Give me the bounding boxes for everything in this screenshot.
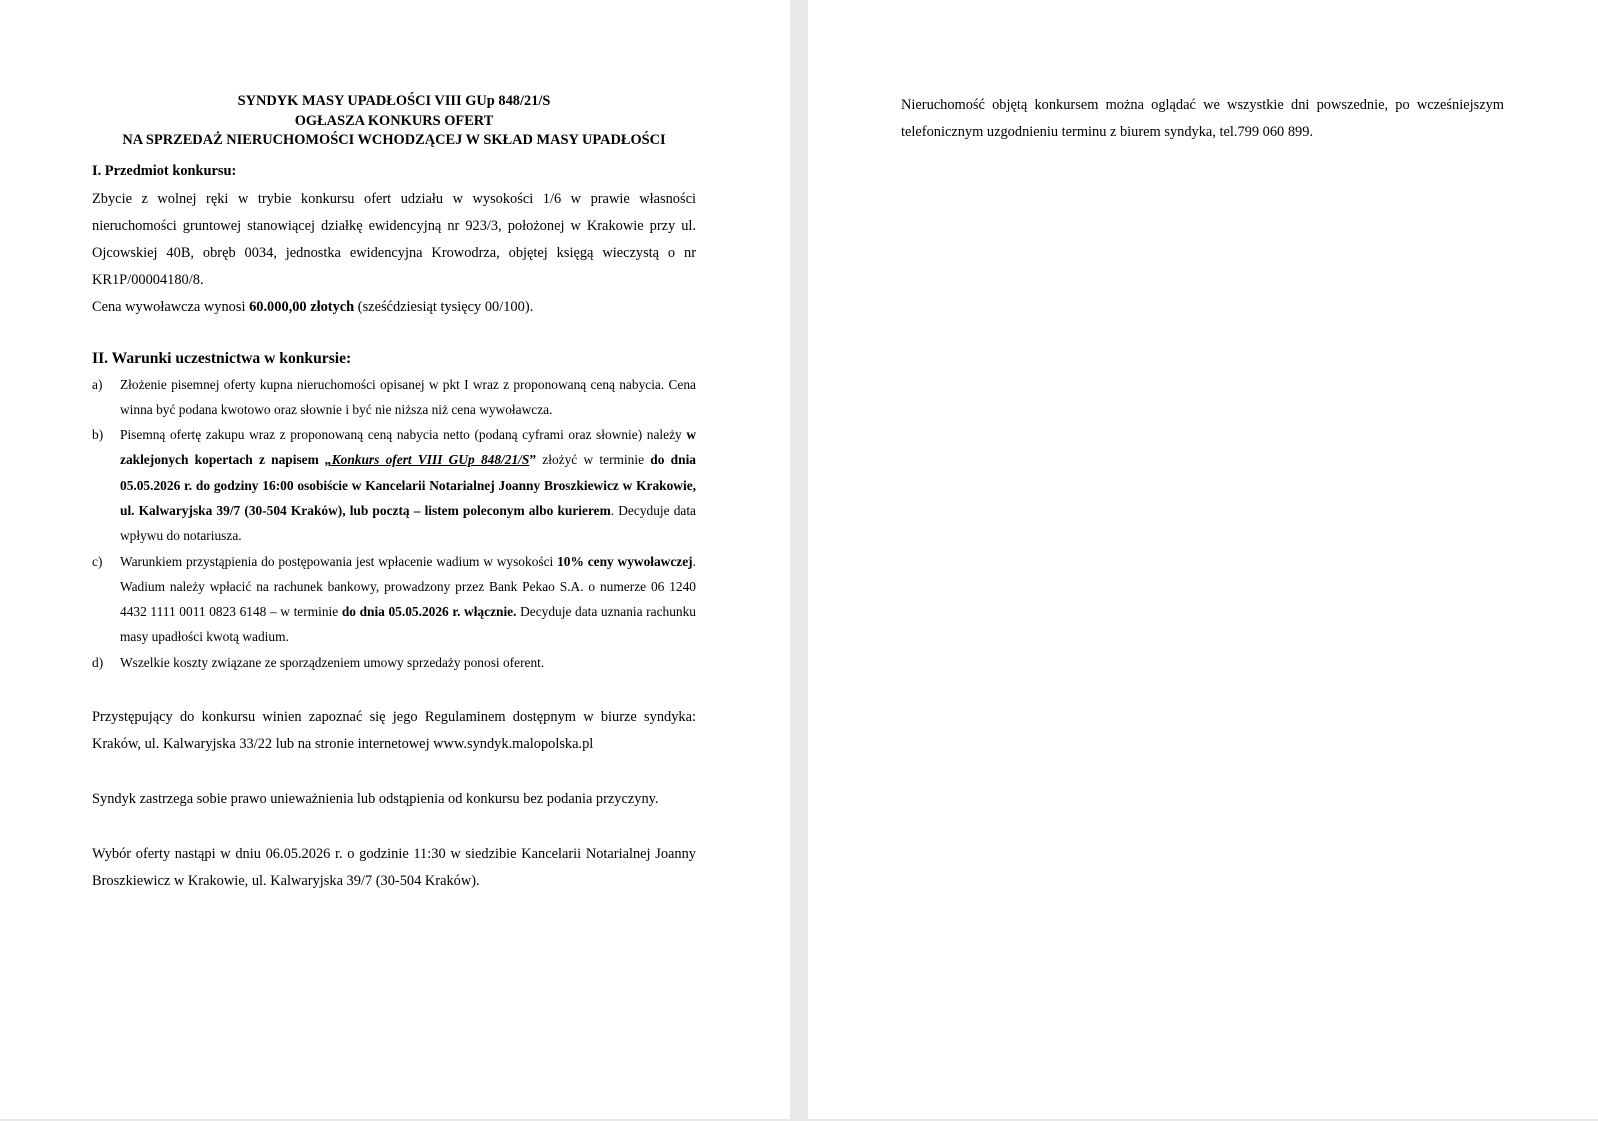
conditions-list [92,372,696,676]
list-item-text: Decyduje data uznania rachunku masy upadłości kwotą wadium. [120,604,696,645]
price-prefix: Cena wywoławcza wynosi [92,298,250,315]
list-item-bold: 10% ceny wywoławczej [557,553,693,569]
price-line [92,294,696,321]
list-marker: d) [92,654,104,670]
list-item-a [92,372,696,423]
document-page-2 [808,0,1598,1119]
regulamin-paragraph: Przystępujący do konkursu winien zapoznać się jego Regulaminem dostępnym w biurze syndyka: Kraków, ul. Kalwaryjska 33/22 lub na stronie internetowej www.syndyk.malopolska.pl [92,709,696,753]
list-item-text: Warunkiem przystąpienia do postępowania jest wpłacenie wadium w wysokości [120,553,558,569]
list-item-text: . Decyduje data wpływu do notariusza. [120,502,696,544]
section-1-heading: I. Przedmiot konkursu: [92,162,237,179]
list-item-b [92,422,696,548]
list-marker: a) [92,376,103,392]
list-item-text: . Wadium należy wpłacić na rachunek bankowy, prowadzony przez Bank Pekao S.A. o numerze 06 1240 4432 1111 0011 0823 6148 – w terminie [120,553,696,620]
spacer [92,675,696,704]
selection-paragraph: Wybór oferty nastąpi w dniu 06.05.2026 r. o godzinie 11:30 w siedzibie Kancelarii Notarialnej Joanny Broszkiewicz w Krakowie, ul. Kalwaryjska 39/7 (30-504 Kraków). [92,846,696,890]
list-item-text: złożyć w terminie [536,452,651,468]
list-item-bold: do dnia 05.05.2026 r. do godziny 16:00 osobiście w Kancelarii Notarialnej Joanny Broszkiewicz w Krakowie, ul. Kalwaryjska 39/7 (30-504 Kraków), lub pocztą – listem poleconym albo kurierem [120,452,696,518]
spacer [92,758,696,786]
section-1-body: Zbycie z wolnej ręki w trybie konkursu ofert udziału w wysokości 1/6 w prawie własności nieruchomości gruntowej stanowiącej działkę ewidencyjną nr 923/3, położonej w Krakowie przy ul. Ojcowskiej 40B, obręb 0034, jednostka ewidencyjna Krowodrza, objętej księgą wieczystą o nr KR1P/00004180/8. [92,190,696,288]
list-item-text: Wszelkie koszty związane ze sporządzeniem umowy sprzedaży ponosi oferent. [120,654,545,670]
viewing-paragraph: Nieruchomość objętą konkursem można oglądać we wszystkie dni powszednie, po wcześniejszym telefonicznym uzgodnieniu terminu z biurem syndyka, tel.799 060 899. [901,97,1504,140]
page-2-content [901,92,1504,146]
price-suffix: (sześćdziesiąt tysięcy 00/100). [354,298,534,315]
price-amount: 60.000,00 złotych [249,298,355,315]
document-page-1 [0,0,790,1119]
list-marker: c) [92,553,103,569]
list-item-c [92,549,696,650]
list-marker: b) [92,427,104,443]
reservation-paragraph: Syndyk zastrzega sobie prawo unieważnienia lub odstąpienia od konkursu bez podania przyczyny. [92,791,659,808]
spacer [92,813,696,841]
header-line-2: OGŁASZA KONKURS OFERT [294,112,494,129]
list-item-d [92,650,696,675]
header-line-1: SYNDYK MASY UPADŁOŚCI VIII GUp 848/21/S [237,93,551,109]
list-item-bold: do dnia 05.05.2026 r. włącznie. [341,604,517,620]
list-item-bold: ” [529,452,537,468]
header-line-3: NA SPRZEDAŻ NIERUCHOMOŚCI WCHODZĄCEJ W SKŁAD MASY UPADŁOŚCI [122,132,666,148]
envelope-label: „Konkurs ofert VIII GUp 848/21/S [325,452,530,468]
list-item-text: Złożenie pisemnej oferty kupna nieruchomości opisanej w pkt I wraz z proponowaną ceną nabycia. Cena winna być podana kwotowo oraz słownie i być nie niższa niż cena wywoławcza. [120,376,696,417]
list-item-bold: w zaklejonych kopertach z napisem [120,427,696,468]
page-1-content [92,92,696,895]
list-item-text: Pisemną ofertę zakupu wraz z proponowaną ceną nabycia netto (podaną cyframi oraz słownie) należy [120,427,687,443]
section-2-heading: II. Warunki uczestnictwa w konkursie: [92,349,352,367]
